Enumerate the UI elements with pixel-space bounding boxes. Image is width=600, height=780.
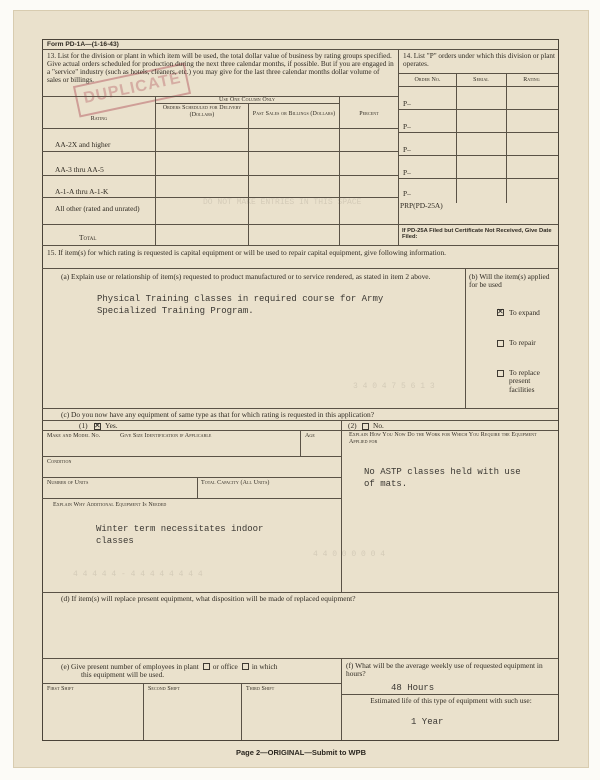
to-replace-label: To replace present facilities: [509, 368, 540, 394]
how-now-label: Explain How You Now Do the Work for Which You Require the Equipment Applied for: [349, 432, 537, 445]
section-15d-label: (d) If item(s) will replace present equipment, what disposition will be made of replaced equipment?: [61, 594, 356, 603]
rule: [456, 73, 457, 203]
rule: [300, 430, 301, 456]
c-yes-label: Yes.: [105, 421, 118, 430]
section-15f-label: (f) What will be the average weekly use of requested equipment in hours?: [346, 661, 543, 679]
s13-col-percent: Percent: [359, 111, 379, 117]
s13-col-rating: Rating: [90, 116, 108, 122]
rule: [42, 658, 558, 659]
rule: [42, 197, 398, 198]
c-no-label: No.: [373, 421, 384, 430]
rating-row-label: A-1-A thru A-1-K: [55, 187, 109, 196]
page-footer: Page 2—ORIGINAL—Submit to WPB: [235, 748, 366, 757]
rule: [42, 245, 558, 246]
yes-checkbox[interactable]: [94, 423, 101, 430]
section-15a-label: (a) Explain use or relationship of item(s) requested to product manufactured or to service rendered, as stated in item 2 above.: [61, 272, 431, 281]
first-shift-label: First Shift: [47, 686, 74, 692]
rating-row-label: AA-3 thru AA-5: [55, 165, 104, 174]
rule: [42, 151, 398, 152]
section-13-text: 13. List for the division or plant in which item will be used, the total dollar value of business by rating groups specified. Give actual orders scheduled for production during the next three calendar months, if possible. But if you are engaged in a "service" industry (such as hotels, cleaners, etc.) you may give for the last three calendar months dollar volume of sales or billings.: [47, 52, 394, 85]
to-repair-label: To repair: [509, 338, 536, 347]
s13-col-orders: Orders Scheduled for Delivery (Dollars): [162, 105, 242, 118]
to-repair-checkbox[interactable]: [497, 340, 504, 347]
form-frame: [42, 39, 559, 741]
rule: [42, 268, 558, 269]
s13-col-sales: Past Sales or Billings (Dollars): [252, 111, 336, 117]
rule: [398, 109, 558, 110]
form-page: DO NOT MAKE ENTRIES IN THIS SPACE 3 4 0 4 7 5 6 1 3 4 4 0 0 0 0 0 4 4 4 4 4 4 - 4 4 4 4 4 4 4 4 DUPLICATE Form PD-1A—(1-16-43) 13. List for the division or plant in which item will be used, the total dollar value of business by rating groups specified. Give actual orders scheduled for production during the next three calendar months, if possible. But if you are engaged in a "service" industry (such as hotels, cleaners, etc.) you may give for the last three calendar months dollar volume of sales or billings. 14. List "P" orders under which this division or plant operates. Order No. Serial Rating P– P– P– P– P– PRP(PD-25A) If PD-25A Filed but Certificate Not Received, Give Date Filed: Use One Column Only Rating Orders Scheduled for Delivery (Dollars) Past Sales or Billings (Dollars) Percent AA-2X and higher AA-3 thru AA-5 A-1-A thru A-1-K All other (rated and unrated) Total 15. If item(s) for which rating is requested is capital equipment or will be used to repair capital equipment, give following information. (a) Explain use or relationship of item(s) requested to product manufactured or to service rendered, as stated in item 2 above. Physical Training classes in required course for Army Specialized Training Program. (b) Will the item(s) applied for be used ✕ To expand To repair To replace present facilities (c) Do you now have any equipment of same type as that for which rating is requested in this application? (1) ✕ Yes. (2) No. Make and Model No. Give Size Identification if Applicable Age Explain How You Now Do the Work for Which You Require the Equipment Applied for No ASTP classes held with use of mats. Condition Number of Units Total Capacity (All Units) Explain Why Additional Equipment Is Needed Winter term necessitates indoor classes (d) If item(s) will replace present equipment, what disposition will be made of replaced equipment? (e) Give present number of employees in plant or office in which this equipment will be used. First Shift Second Shift Third Shift (f) What will be the average weekly use of requested equipment in hours? 48 Hours Estimated life of this type of equipment with such use: 1 Year Page 2—ORIGINAL—Submit to WPB: [13, 10, 589, 768]
size-id-label: Give Size Identification if Applicable: [120, 433, 212, 439]
plant-checkbox[interactable]: [203, 663, 210, 670]
typed-answer-how-now: of mats.: [364, 479, 408, 489]
rule: [197, 477, 198, 498]
section-15c-label: (c) Do you now have any equipment of same type as that for which rating is requested in this application?: [61, 410, 374, 419]
to-expand-label: To expand: [509, 308, 540, 317]
p-order-label: P–: [403, 168, 411, 177]
rule: [341, 658, 342, 740]
s14-col-serial: Serial: [473, 77, 489, 83]
s14-col-rating: Rating: [523, 77, 540, 83]
typed-answer-why-needed: Winter term necessitates indoor: [96, 524, 264, 534]
section-15-intro: 15. If item(s) for which rating is requested is capital equipment or will be used to repair capital equipment, give following information.: [47, 248, 446, 257]
s14-col-order: Order No.: [414, 77, 441, 83]
rule: [42, 456, 341, 457]
rule: [42, 408, 558, 409]
to-expand-checkbox[interactable]: [497, 309, 504, 316]
rating-row-total: Total: [79, 233, 97, 242]
make-model-label: Make and Model No.: [47, 433, 101, 439]
rule: [398, 178, 558, 179]
rule: [398, 73, 558, 74]
rule: [241, 683, 242, 740]
rule: [42, 49, 558, 50]
c-no-num: (2): [348, 421, 357, 430]
rule: [42, 128, 398, 129]
prp-label: PRP(PD-25A): [400, 201, 443, 210]
num-units-label: Number of Units: [47, 480, 89, 486]
rule: [42, 498, 341, 499]
rule: [143, 683, 144, 740]
no-checkbox[interactable]: [362, 423, 369, 430]
rule: [42, 683, 341, 684]
rating-row-label: AA-2X and higher: [55, 140, 111, 149]
rule: [155, 96, 156, 245]
form-id: Form PD-1A—(1-16-43): [47, 41, 119, 48]
age-label: Age: [305, 433, 315, 439]
typed-answer-life: 1 Year: [411, 717, 444, 727]
rule: [341, 420, 342, 592]
p-order-label: P–: [403, 122, 411, 131]
life-label: Estimated life of this type of equipment with such use:: [370, 696, 532, 705]
section-15b-label: (b) Will the item(s) applied for be used: [469, 272, 550, 290]
rule: [42, 420, 558, 421]
rule: [339, 96, 340, 245]
p-order-label: P–: [403, 189, 411, 198]
to-replace-checkbox[interactable]: [497, 370, 504, 377]
rule: [398, 224, 558, 225]
rule: [398, 155, 558, 156]
office-checkbox[interactable]: [242, 663, 249, 670]
why-needed-label: Explain Why Additional Equipment Is Needed: [53, 502, 167, 508]
typed-answer-why-needed: classes: [96, 536, 134, 546]
third-shift-label: Third Shift: [246, 686, 275, 692]
rule: [341, 694, 558, 695]
rule: [42, 477, 341, 478]
use-one-column-header: Use One Column Only: [219, 97, 275, 103]
rule: [42, 224, 398, 225]
typed-answer-how-now: No ASTP classes held with use: [364, 467, 521, 477]
rule: [42, 175, 398, 176]
rule: [465, 268, 466, 408]
total-capacity-label: Total Capacity (All Units): [201, 480, 270, 486]
rule: [42, 592, 558, 593]
typed-answer-15a: Specialized Training Program.: [97, 306, 254, 316]
typed-answer-15a: Physical Training classes in required course for Army: [97, 294, 384, 304]
rating-row-label: All other (rated and unrated): [55, 204, 140, 213]
section-15e-label2: this equipment will be used.: [81, 670, 165, 679]
p-order-label: P–: [403, 145, 411, 154]
c-yes-num: (1): [79, 421, 88, 430]
rule: [506, 73, 507, 203]
typed-answer-weekly-hours: 48 Hours: [391, 683, 435, 693]
p-order-label: P–: [403, 99, 411, 108]
second-shift-label: Second Shift: [148, 686, 181, 692]
faded-red-stamp: DUPLICATE: [73, 62, 191, 117]
rule: [398, 86, 558, 87]
section-14-title: 14. List "P" orders under which this division or plant operates.: [403, 52, 556, 69]
condition-label: Condition: [47, 459, 72, 465]
section-15e-label: (e) Give present number of employees in plant or office in which: [61, 662, 278, 671]
rule: [398, 132, 558, 133]
pd25a-note: If PD-25A Filed but Certificate Not Received, Give Date Filed:: [402, 228, 552, 241]
